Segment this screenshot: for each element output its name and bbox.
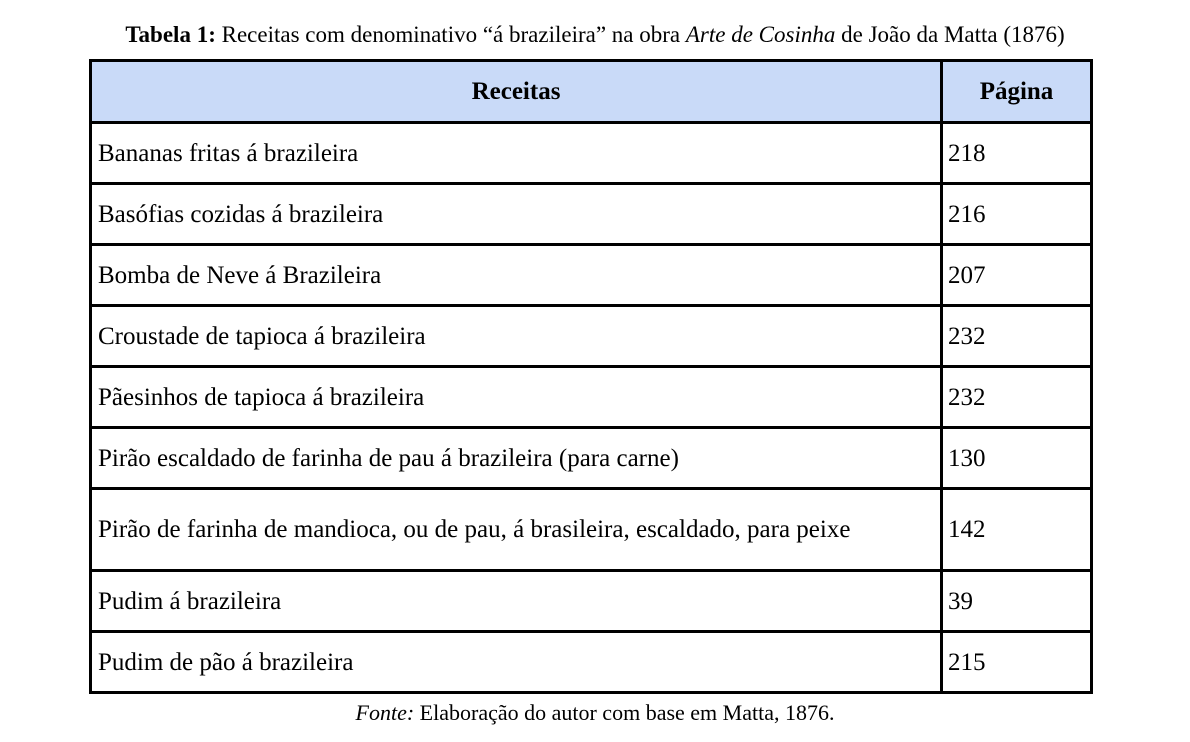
- page-cell: 130: [942, 428, 1092, 489]
- recipe-cell: Basófias cozidas á brazileira: [91, 184, 942, 245]
- table-row: [91, 632, 1092, 693]
- recipe-cell: Pirão escaldado de farinha de pau á brazileira (para carne): [91, 428, 942, 489]
- table-header-row: [91, 61, 1092, 123]
- caption-text-after: de João da Matta (1876): [835, 22, 1065, 47]
- recipe-cell: Bomba de Neve á Brazileira: [91, 245, 942, 306]
- recipe-cell: Pudim á brazileira: [91, 571, 942, 632]
- page-cell: 39: [942, 571, 1092, 632]
- recipe-cell: Pãesinhos de tapioca á brazileira: [91, 367, 942, 428]
- page-cell: 218: [942, 123, 1092, 184]
- page-cell: 216: [942, 184, 1092, 245]
- recipe-cell: Pudim de pão á brazileira: [91, 632, 942, 693]
- page-cell: 142: [942, 489, 1092, 571]
- column-header-recipes: Receitas: [91, 61, 942, 123]
- table-row: [91, 245, 1092, 306]
- page-cell: 215: [942, 632, 1092, 693]
- page-cell: 232: [942, 306, 1092, 367]
- table-caption: [0, 20, 1190, 50]
- page-cell: 232: [942, 367, 1092, 428]
- caption-work-title: Arte de Cosinha: [685, 22, 836, 47]
- table-row: [91, 367, 1092, 428]
- table-row: [91, 571, 1092, 632]
- source-text: Elaboração do autor com base em Matta, 1876.: [414, 700, 835, 725]
- table-row: [91, 428, 1092, 489]
- recipes-table: [89, 59, 1093, 694]
- recipe-cell: Pirão de farinha de mandioca, ou de pau, á brasileira, escaldado, para peixe: [91, 489, 942, 571]
- source-label: Fonte:: [355, 700, 415, 725]
- table-row: [91, 123, 1092, 184]
- table-row: [91, 306, 1092, 367]
- table-row: [91, 489, 1092, 571]
- recipe-cell: Bananas fritas á brazileira: [91, 123, 942, 184]
- recipe-cell: Croustade de tapioca á brazileira: [91, 306, 942, 367]
- page-cell: 207: [942, 245, 1092, 306]
- caption-text-before: Receitas com denominativo “á brazileira” na obra: [215, 22, 686, 47]
- column-header-page: Página: [942, 61, 1092, 123]
- table-row: [91, 184, 1092, 245]
- caption-label: Tabela 1:: [125, 22, 216, 47]
- source-note: [0, 699, 1190, 727]
